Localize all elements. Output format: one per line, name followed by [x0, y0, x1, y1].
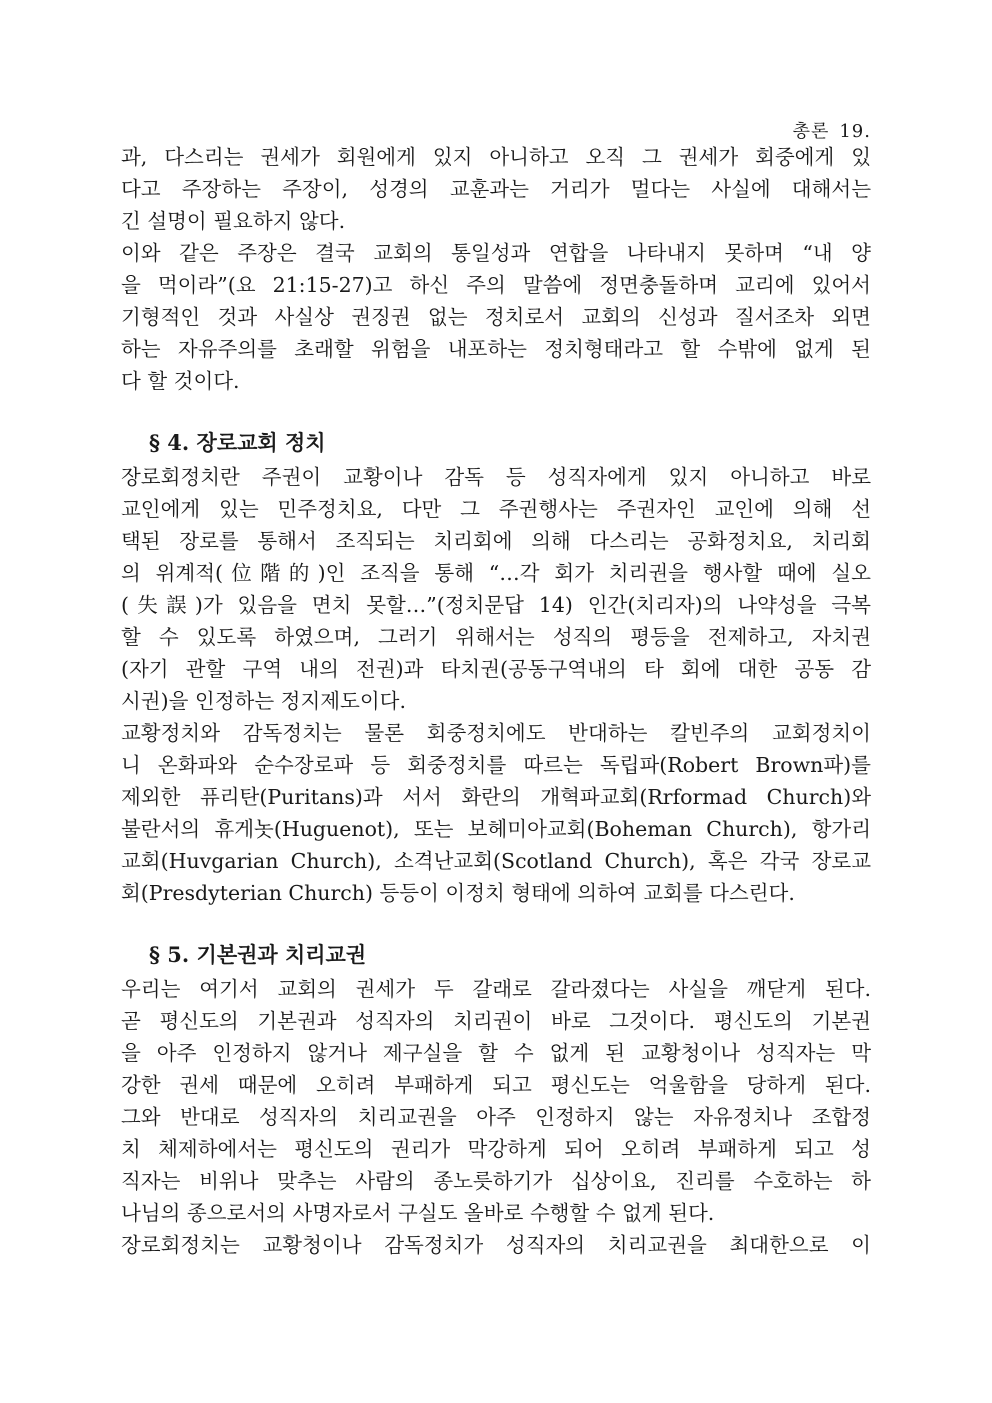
text-line: 곧 평신도의 기본권과 성직자의 치리권이 바로 그것이다. 평신도의 기본권 [121, 1009, 871, 1033]
text-line: 니 온화파와 순수장로파 등 회중정치를 따르는 독립파(Robert Brown파)를 [121, 753, 871, 777]
spacer [121, 397, 871, 427]
paragraph [121, 237, 871, 397]
text-line: 이와 같은 주장은 결국 교회의 통일성과 연합을 나타내지 못하며 “내 양 [121, 241, 871, 265]
text-line: 과, 다스리는 권세가 회원에게 있지 아니하고 오직 그 권세가 회중에게 있 [121, 145, 871, 169]
text-line: 교회(Huvgarian Church), 소격난교회(Scotland Church), 혹은 각국 장로교 [121, 849, 871, 873]
text-line: 의 위계적(位階的)인 조직을 통해 “…각 회가 치리권을 행사할 때에 실오 [121, 561, 871, 585]
text-line: 시권)을 인정하는 정지제도이다. [121, 689, 406, 713]
text-line: 회(Presdyterian Church) 등등이 이정치 형태에 의하여 교회를 다스린다. [121, 881, 795, 905]
text-line: 장로회정치는 교황청이나 감독정치가 성직자의 치리교권을 최대한으로 이 [121, 1233, 871, 1257]
section-heading-5: § 5. 기본권과 치리교권 [149, 942, 367, 967]
text-line: 할 수 있도록 하였으며, 그러기 위해서는 성직의 평등을 전제하고, 자치권 [121, 625, 871, 649]
paragraph [121, 141, 871, 237]
paragraph [121, 1229, 871, 1261]
text-line: (失誤)가 있음을 면치 못할…”(정치문답 14) 인간(치리자)의 나약성을 극복 [121, 593, 871, 617]
text-line: 을 아주 인정하지 않거나 제구실을 할 수 없게 된 교황청이나 성직자는 막 [121, 1041, 871, 1065]
text-line: 장로회정치란 주권이 교황이나 감독 등 성직자에게 있지 아니하고 바로 [121, 465, 871, 489]
text-line: 을 먹이라”(요 21:15-27)고 하신 주의 말씀에 정면충돌하며 교리에 있어서 [121, 273, 871, 297]
text-line: 긴 설명이 필요하지 않다. [121, 209, 346, 233]
text-line: 강한 권세 때문에 오히려 부패하게 되고 평신도는 억울함을 당하게 된다. [121, 1073, 871, 1097]
text-line: 나님의 종으로서의 사명자로서 구실도 올바로 수행할 수 없게 된다. [121, 1201, 715, 1225]
text-line: 그와 반대로 성직자의 치리교권을 아주 인정하지 않는 자유정치나 조합정 [121, 1105, 871, 1129]
paragraph [121, 461, 871, 717]
text-line: 택된 장로를 통해서 조직되는 치리회에 의해 다스리는 공화정치요, 치리회 [121, 529, 871, 553]
text-line: 우리는 여기서 교회의 권세가 두 갈래로 갈라졌다는 사실을 깨닫게 된다. [121, 977, 871, 1001]
text-line: 하는 자유주의를 초래할 위험을 내포하는 정치형태라고 할 수밖에 없게 된 [121, 337, 871, 361]
text-line: 다고 주장하는 주장이, 성경의 교훈과는 거리가 멀다는 사실에 대해서는 [121, 177, 871, 201]
spacer [121, 909, 871, 939]
text-line: (자기 관할 구역 내의 전권)과 타치권(공동구역내의 타 회에 대한 공동 감 [121, 657, 871, 681]
text-line: 제외한 퓨리탄(Puritans)과 서서 화란의 개혁파교회(Rrformad Church)와 [121, 785, 871, 809]
text-line: 치 체제하에서는 평신도의 권리가 막강하게 되어 오히려 부패하게 되고 성 [121, 1137, 871, 1161]
text-line: 교황정치와 감독정치는 물론 회중정치에도 반대하는 칼빈주의 교회정치이 [121, 721, 871, 745]
running-title: 총론 [792, 121, 830, 142]
text-line: 기형적인 것과 사실상 권징권 없는 정치로서 교회의 신성과 질서조차 외면 [121, 305, 871, 329]
text-line: 교인에게 있는 민주정치요, 다만 그 주권행사는 주권자인 교인에 의해 선 [121, 497, 871, 521]
page-number: 19. [839, 121, 871, 142]
section-heading-4: § 4. 장로교회 정치 [149, 430, 326, 455]
paragraph [121, 973, 871, 1229]
page-body [121, 141, 871, 1261]
page-header [793, 117, 871, 143]
paragraph [121, 717, 871, 909]
text-line: 불란서의 휴게놋(Huguenot), 또는 보헤미아교회(Boheman Church), 항가리 [121, 817, 871, 841]
text-line: 직자는 비위나 맞추는 사람의 종노릇하기가 십상이요, 진리를 수호하는 하 [121, 1169, 871, 1193]
text-line: 다 할 것이다. [121, 369, 240, 393]
